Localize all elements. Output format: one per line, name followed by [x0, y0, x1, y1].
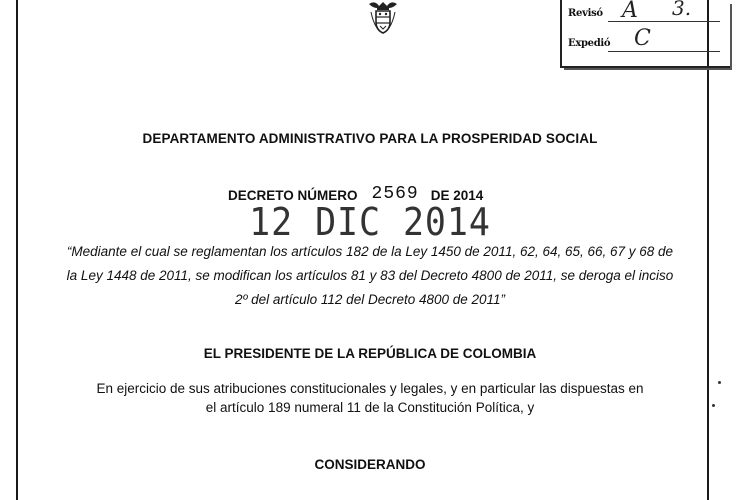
president-heading: EL PRESIDENTE DE LA REPÚBLICA DE COLOMBIA: [203, 346, 537, 361]
department-heading: DEPARTAMENTO ADMINISTRATIVO PARA LA PROSPERIDAD SOCIAL: [142, 131, 598, 146]
preamble-paragraph: En ejercicio de sus atribuciones constitucionales y legales, y en particular las dispuestas en el artículo 189 numeral 11 de la Constitución Política, y: [96, 381, 644, 415]
decree-number: 2569: [371, 184, 419, 204]
decree-summary: “Mediante el cual se reglamentan los artículos 182 de la Ley 1450 de 2011, 62, 64, 65, 66, 67 y 68 de la Ley 1448 de 2011, se modifican los artículos 81 y 83 del Decreto 4800 de 2011, se deroga el inciso 2º del artículo 112 del Decreto 4800 de 2011”: [66, 244, 674, 307]
decree-suffix: DE 2014: [430, 188, 484, 203]
stamp-label-expidio: Expedió: [568, 38, 611, 49]
scan-speck: [718, 381, 721, 384]
colombia-coat-of-arms-icon: [365, 0, 401, 34]
page-border-left: [16, 0, 18, 500]
scan-speck: [712, 404, 715, 407]
stamp-handwriting-2: C: [634, 26, 651, 51]
decree-prefix: DECRETO NÚMERO: [228, 188, 358, 203]
page-border-right: [707, 0, 709, 500]
stamp-label-reviso: Revisó: [568, 8, 603, 19]
stamp-handwriting-1: A: [622, 0, 638, 23]
stamp-handwriting-1b: 3.: [672, 0, 692, 20]
stamp-line-2: [608, 51, 720, 52]
decree-date-stamp: 12 DIC 2014: [249, 200, 491, 244]
review-stamp: [560, 0, 730, 68]
considerando-heading: CONSIDERANDO: [314, 457, 426, 472]
